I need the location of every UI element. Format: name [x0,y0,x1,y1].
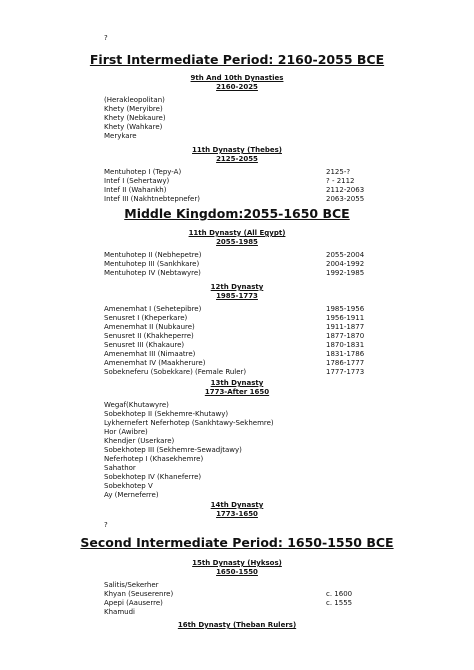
dynasty-range: 1985-1773 [216,292,258,300]
reign-years [326,446,370,455]
period-heading-first: First Intermediate Period: 2160-2055 BCE [89,52,385,67]
reign-years [326,132,370,141]
reign-years: 1911-1877 [326,323,365,331]
ruler-row [104,437,370,446]
reign-years [326,473,370,482]
reign-years: 1956-1911 [326,314,365,322]
reign-years: c. 1555 [326,599,353,607]
ruler-row [104,305,370,314]
ruler-row [104,350,370,359]
ruler-row [104,123,370,132]
ruler-row [104,482,370,491]
reign-years: 2004-1992 [326,260,365,268]
dynasty-range: 1773-After 1650 [204,388,270,396]
question-mark: ? [104,34,108,42]
reign-years: 1992-1985 [326,269,365,277]
reign-years [326,114,370,123]
dynasty-range: 1773-1650 [216,510,258,518]
section-dynasty-15 [104,559,370,617]
question-mark: ? [104,521,108,529]
reign-years: 1985-1956 [326,305,365,313]
reign-years [326,428,370,437]
section-dynasty-16 [104,621,370,630]
ruler-name: Amenemhat IV (Maakherure) [104,359,206,367]
section-dynasty-13 [104,379,370,500]
ruler-name: Khyan (Seuserenre) [104,590,174,598]
ruler-row [104,168,370,177]
reign-years [326,419,370,428]
ruler-name: Mentuhotep II (Nebhepetre) [104,251,202,259]
ruler-row [104,132,370,141]
ruler-row [104,114,370,123]
reign-years [326,581,370,590]
ruler-name: Intef II (Wahankh) [104,186,167,194]
ruler-row [104,446,370,455]
ruler-row [104,105,370,114]
reign-years [326,96,370,105]
section-dynasty-14 [104,501,370,519]
dynasty-title: 11th Dynasty (All Egypt) [188,229,286,237]
reign-years [326,105,370,114]
ruler-row [104,260,370,269]
ruler-name: Amenemhat III (Nimaatre) [104,350,196,358]
ruler-name: Senusret III (Khakaure) [104,341,185,349]
ruler-row [104,590,370,599]
reign-years: 1831-1786 [326,350,365,358]
reign-years [326,455,370,464]
dynasty-range: 1650-1550 [216,568,258,576]
reign-years [326,464,370,473]
ruler-name: Sobekhotep II (Sekhemre-Khutawy) [104,410,229,418]
ruler-name: Senusret II (Khakheperre) [104,332,194,340]
ruler-row [104,186,370,195]
ruler-row [104,332,370,341]
period-heading-second: Second Intermediate Period: 1650-1550 BCE [80,535,394,550]
reign-years: 2112-2063 [326,186,365,194]
ruler-name: Mentuhotep I (Tepy-A) [104,168,182,176]
ruler-name: Sobekhotep III (Sekhemre-Sewadjtawy) [104,446,242,454]
ruler-row [104,314,370,323]
ruler-name: (Herakleopolitan) [104,96,165,104]
section-dynasty-11-thebes [104,146,370,204]
dynasty-range: 2160-2025 [216,83,258,91]
ruler-name: Senusret I (Kheperkare) [104,314,188,322]
ruler-row [104,341,370,350]
reign-years: 1777-1773 [326,368,365,376]
ruler-row [104,251,370,260]
ruler-name: Sobekhotep IV (Khaneferre) [104,473,202,481]
ruler-row [104,599,370,608]
ruler-name: Amenemhat I (Sehetepibre) [104,305,202,313]
reign-years: 1870-1831 [326,341,365,349]
ruler-name: Mentuhotep III (Sankhkare) [104,260,200,268]
dynasty-title: 9th And 10th Dynasties [190,74,284,82]
dynasty-title: 12th Dynasty [210,283,264,291]
ruler-row [104,428,370,437]
ruler-name: Amenemhat II (Nubkaure) [104,323,195,331]
ruler-name: Hor (Awibre) [104,428,148,436]
ruler-row [104,177,370,186]
dynasty-title: 15th Dynasty (Hyksos) [192,559,282,567]
dynasty-title: 11th Dynasty (Thebes) [192,146,282,154]
dynasty-title: 16th Dynasty (Theban Rulers) [177,621,297,629]
ruler-name: Sobekneferu (Sobekkare) (Female Ruler) [104,368,247,376]
dynasty-range: 2125-2055 [216,155,258,163]
ruler-name: Intef I (Sehertawy) [104,177,170,185]
ruler-row [104,491,370,500]
section-dynasty-9-10 [104,74,370,141]
ruler-row [104,464,370,473]
ruler-row [104,368,370,377]
ruler-name: Lykhernefert Neferhotep (Sankhtawy-Sekhemre) [104,419,274,427]
ruler-row [104,96,370,105]
ruler-name: Khety (Meryibre) [104,105,163,113]
ruler-row [104,323,370,332]
section-dynasty-11-all [104,229,370,278]
reign-years: c. 1600 [326,590,353,598]
ruler-name: Khety (Nebkaure) [104,114,166,122]
reign-years: 2125-? [326,168,351,176]
ruler-name: Khety (Wahkare) [104,123,163,131]
reign-years [326,401,370,410]
ruler-name: Mentuhotep IV (Nebtawyre) [104,269,201,277]
ruler-row [104,455,370,464]
reign-years: 2055-2004 [326,251,365,259]
ruler-row [104,419,370,428]
ruler-row [104,410,370,419]
reign-years: 1877-1870 [326,332,365,340]
reign-years: 1786-1777 [326,359,365,367]
reign-years [326,608,370,617]
reign-years: 2063-2055 [326,195,365,203]
section-dynasty-12 [104,283,370,377]
ruler-name: Sahathor [104,464,136,472]
ruler-row [104,581,370,590]
ruler-row [104,473,370,482]
ruler-row [104,195,370,204]
dynasty-title: 14th Dynasty [210,501,264,509]
ruler-name: Sobekhotep V [104,482,153,490]
ruler-name: Neferhotep I (Khasekhemre) [104,455,204,463]
ruler-name: Apepi (Aauserre) [104,599,163,607]
ruler-name: Intef III (Nakhtnebtepnefer) [104,195,200,203]
ruler-name: Ay (Merneferre) [104,491,159,499]
ruler-name: Merykare [104,132,137,140]
ruler-row [104,608,370,617]
ruler-row [104,269,370,278]
ruler-row [104,359,370,368]
ruler-name: Khendjer (Userkare) [104,437,175,445]
ruler-name: Wegaf(Khutawyre) [104,401,169,409]
period-heading-middle: Middle Kingdom:2055-1650 BCE [124,206,350,221]
ruler-row [104,401,370,410]
ruler-name: Khamudi [104,608,135,616]
ruler-name: Salitis/Sekerher [104,581,159,589]
reign-years [326,482,370,491]
reign-years: ? - 2112 [326,177,355,185]
reign-years [326,491,370,500]
reign-years [326,410,370,419]
reign-years [326,437,370,446]
reign-years [326,123,370,132]
dynasty-range: 2055-1985 [216,238,258,246]
dynasty-title: 13th Dynasty [210,379,264,387]
